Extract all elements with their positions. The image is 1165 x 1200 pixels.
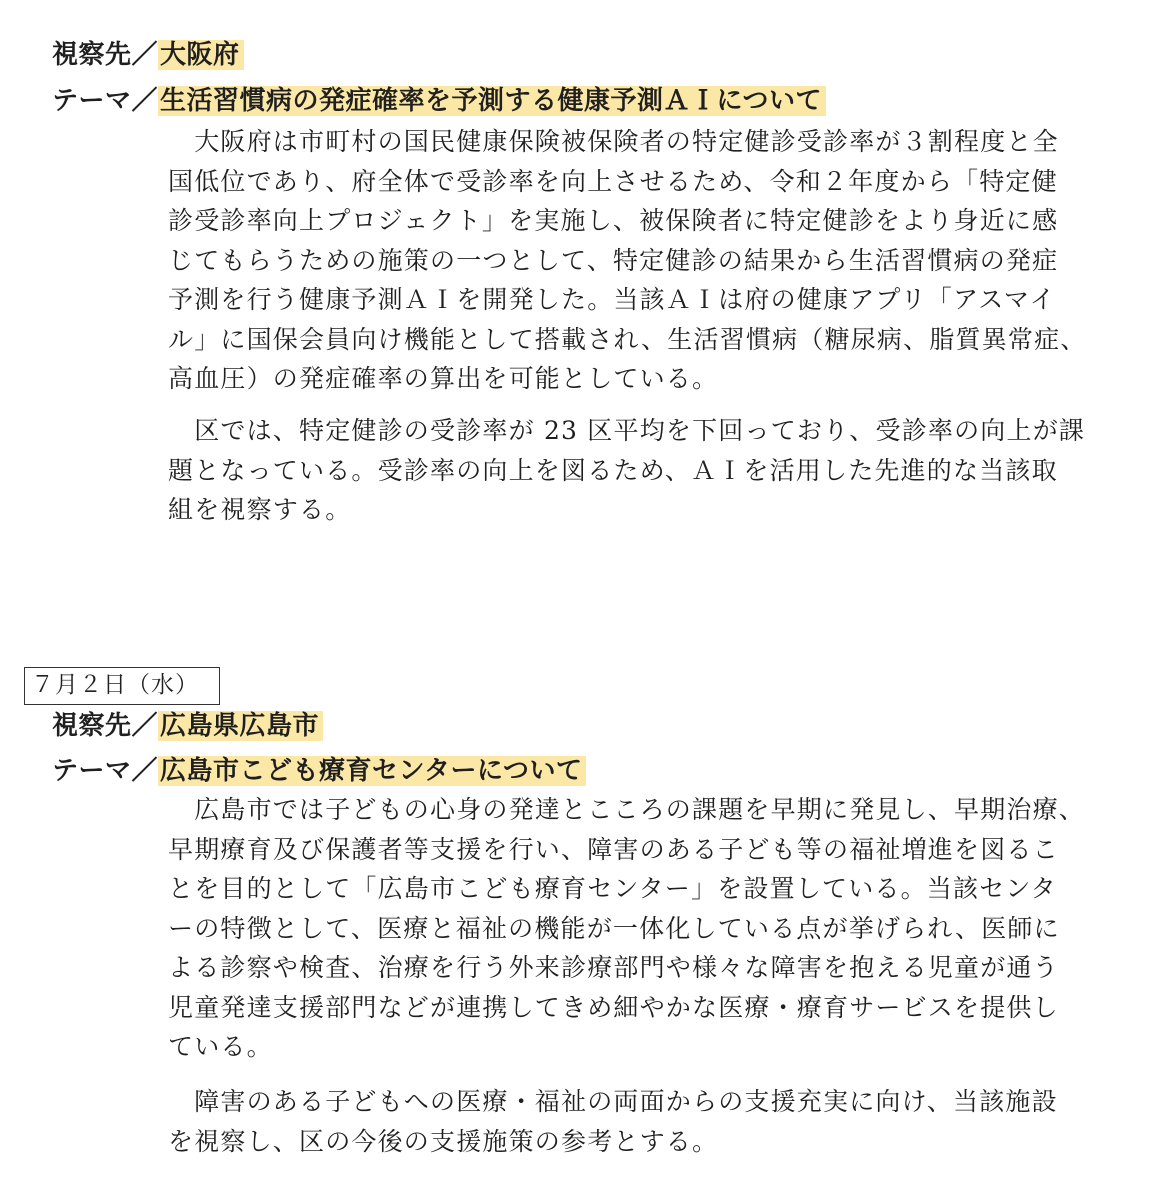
visit-site-value-2: 広島県広島市 — [158, 711, 323, 741]
section1-paragraph-1: 大阪府は市町村の国民健康保険被保険者の特定健診受診率が３割程度と全 国低位であり、府全体で受診率を向上させるため、令和２年度から「特定健 診受診率向上プロジェクト」を実施し、被保険者に特定健診をより身近に感 じてもらうための施策の一つとして、特定健診の結果から生活習慣病の発症 予測を行う健康予測ＡＩを開発した。当該ＡＩは府の健康アプリ「アスマイ ル」に国保会員向け機能として搭載され、生活習慣病（糖尿病、脂質異常症、 高血圧）の発症確率の算出を可能としている。 — [168, 127, 1087, 393]
visit-site-heading-2 — [52, 709, 323, 743]
date-box: ７月２日（水） — [24, 667, 220, 705]
visit-site-heading-1 — [52, 38, 244, 72]
theme-heading-1 — [52, 84, 826, 118]
section2-paragraph-2: 障害のある子どもへの医療・福祉の両面からの支援充実に向け、当該施設 を視察し、区の今後の支援施策の参考とする。 — [168, 1087, 1058, 1156]
theme-label-1: テーマ／ — [52, 86, 159, 116]
visit-site-label-1: 視察先／ — [52, 40, 159, 70]
theme-value-1: 生活習慣病の発症確率を予測する健康予測ＡＩについて — [158, 86, 826, 116]
section1-paragraph-2: 区では、特定健診の受診率が 23 区平均を下回っており、受診率の向上が課 題となっている。受診率の向上を図るため、ＡＩを活用した先進的な当該取 組を視察する。 — [168, 416, 1086, 524]
theme-value-2: 広島市こども療育センターについて — [158, 756, 586, 786]
visit-site-value-1: 大阪府 — [158, 40, 244, 70]
section2-paragraph-1: 広島市では子どもの心身の発達とこころの課題を早期に発見し、早期治療、 早期療育及び保護者等支援を行い、障害のある子ども等の福祉増進を図るこ とを目的として「広島市こども療育センター」を設置している。当該センタ ーの特徴として、医療と福祉の機能が一体化している点が挙げられ、医師に よる診察や検査、治療を行う外来診療部門や様々な障害を抱える児童が通う 児童発達支援部門などが連携してきめ細やかな医療・療育サービスを提供し ている。 — [168, 795, 1086, 1061]
theme-label-2: テーマ／ — [52, 756, 159, 786]
visit-site-label-2: 視察先／ — [52, 711, 159, 741]
theme-heading-2 — [52, 754, 586, 788]
